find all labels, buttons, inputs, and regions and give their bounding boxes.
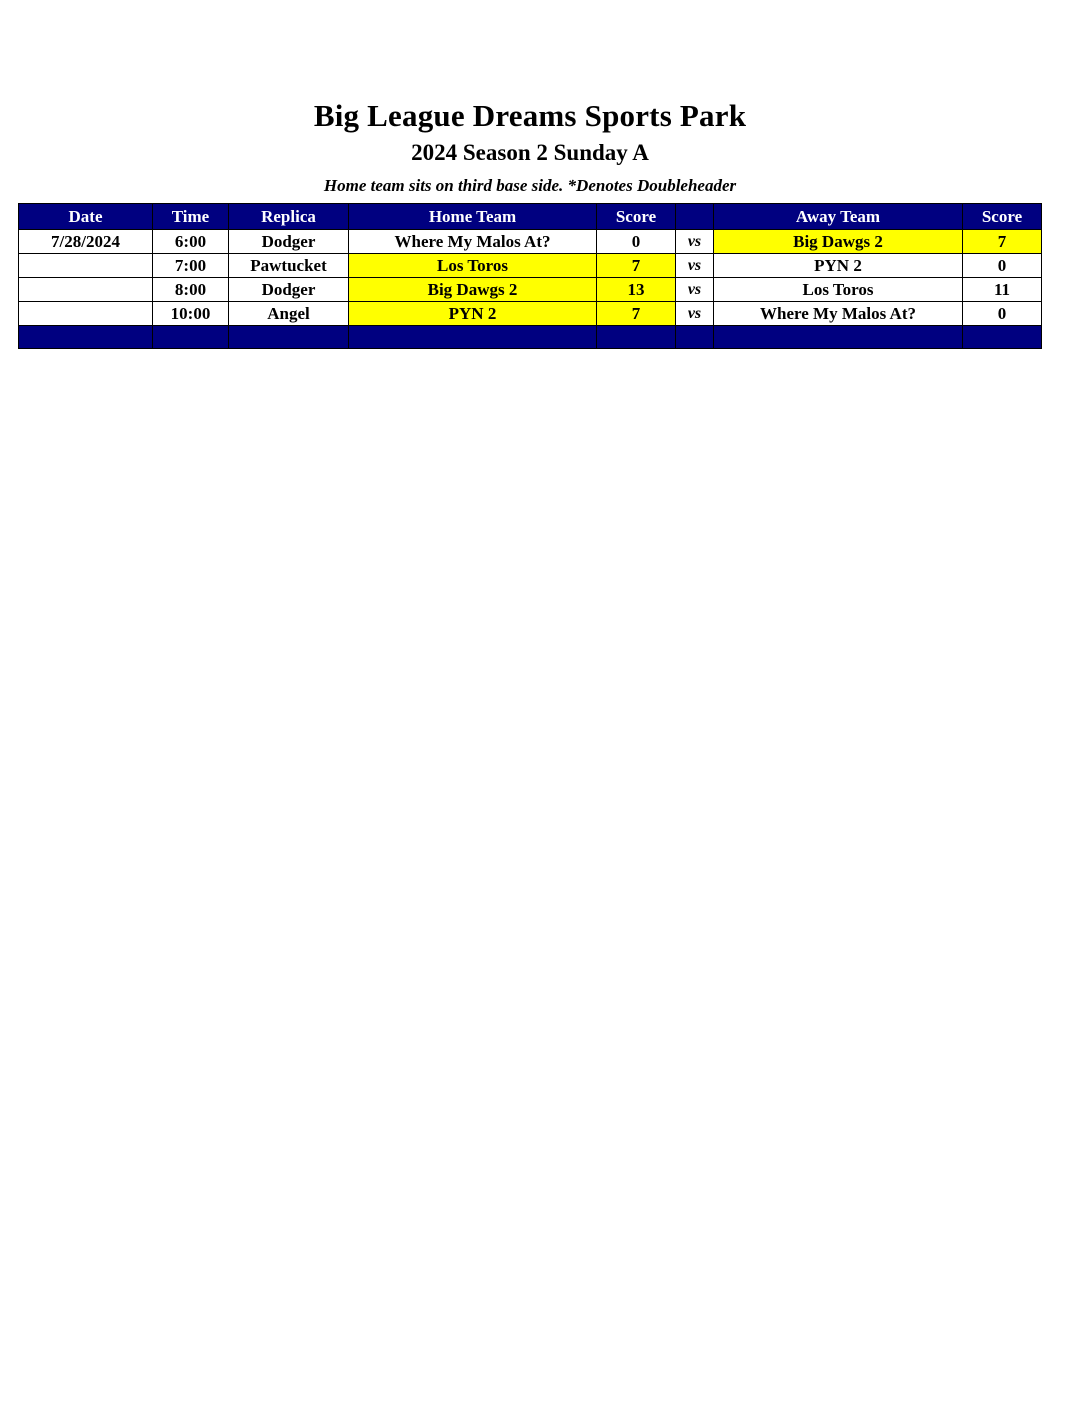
footer-cell bbox=[597, 326, 676, 349]
cell-away-score: 0 bbox=[963, 254, 1042, 278]
cell-away-team: Big Dawgs 2 bbox=[714, 230, 963, 254]
cell-vs: vs bbox=[676, 254, 714, 278]
cell-date: 7/28/2024 bbox=[19, 230, 153, 254]
cell-time: 7:00 bbox=[153, 254, 229, 278]
cell-date bbox=[19, 302, 153, 326]
cell-away-score: 11 bbox=[963, 278, 1042, 302]
cell-vs: vs bbox=[676, 230, 714, 254]
column-header-away-score: Score bbox=[963, 204, 1042, 230]
cell-away-score: 0 bbox=[963, 302, 1042, 326]
table-footer-row bbox=[19, 326, 1042, 349]
cell-replica: Angel bbox=[229, 302, 349, 326]
table-header-row bbox=[19, 204, 1042, 230]
page-note: Home team sits on third base side. *Denotes Doubleheader bbox=[323, 176, 737, 195]
cell-date bbox=[19, 254, 153, 278]
footer-cell bbox=[714, 326, 963, 349]
table-row bbox=[19, 302, 1042, 326]
cell-home-score: 7 bbox=[597, 254, 676, 278]
footer-cell bbox=[676, 326, 714, 349]
cell-away-score: 7 bbox=[963, 230, 1042, 254]
footer-cell bbox=[963, 326, 1042, 349]
cell-home-team: Big Dawgs 2 bbox=[349, 278, 597, 302]
cell-time: 8:00 bbox=[153, 278, 229, 302]
column-header-replica: Replica bbox=[229, 204, 349, 230]
cell-away-team: Los Toros bbox=[714, 278, 963, 302]
cell-away-team: Where My Malos At? bbox=[714, 302, 963, 326]
cell-home-score: 0 bbox=[597, 230, 676, 254]
footer-cell bbox=[349, 326, 597, 349]
column-header-home-team: Home Team bbox=[349, 204, 597, 230]
cell-home-team: Where My Malos At? bbox=[349, 230, 597, 254]
table-row bbox=[19, 278, 1042, 302]
cell-time: 6:00 bbox=[153, 230, 229, 254]
footer-cell bbox=[153, 326, 229, 349]
cell-replica: Pawtucket bbox=[229, 254, 349, 278]
page-title: Big League Dreams Sports Park bbox=[313, 98, 747, 133]
cell-home-team: PYN 2 bbox=[349, 302, 597, 326]
footer-cell bbox=[229, 326, 349, 349]
footer-cell bbox=[19, 326, 153, 349]
cell-time: 10:00 bbox=[153, 302, 229, 326]
column-header-time: Time bbox=[153, 204, 229, 230]
table-row bbox=[19, 254, 1042, 278]
cell-vs: vs bbox=[676, 302, 714, 326]
page-subtitle: 2024 Season 2 Sunday A bbox=[411, 140, 649, 165]
column-header-home-score: Score bbox=[597, 204, 676, 230]
cell-home-score: 13 bbox=[597, 278, 676, 302]
cell-home-team: Los Toros bbox=[349, 254, 597, 278]
schedule-table bbox=[18, 203, 1042, 349]
cell-replica: Dodger bbox=[229, 230, 349, 254]
column-header-vs bbox=[676, 204, 714, 230]
column-header-away-team: Away Team bbox=[714, 204, 963, 230]
cell-home-score: 7 bbox=[597, 302, 676, 326]
column-header-date: Date bbox=[19, 204, 153, 230]
cell-away-team: PYN 2 bbox=[714, 254, 963, 278]
cell-date bbox=[19, 278, 153, 302]
cell-vs: vs bbox=[676, 278, 714, 302]
table-row bbox=[19, 230, 1042, 254]
cell-replica: Dodger bbox=[229, 278, 349, 302]
